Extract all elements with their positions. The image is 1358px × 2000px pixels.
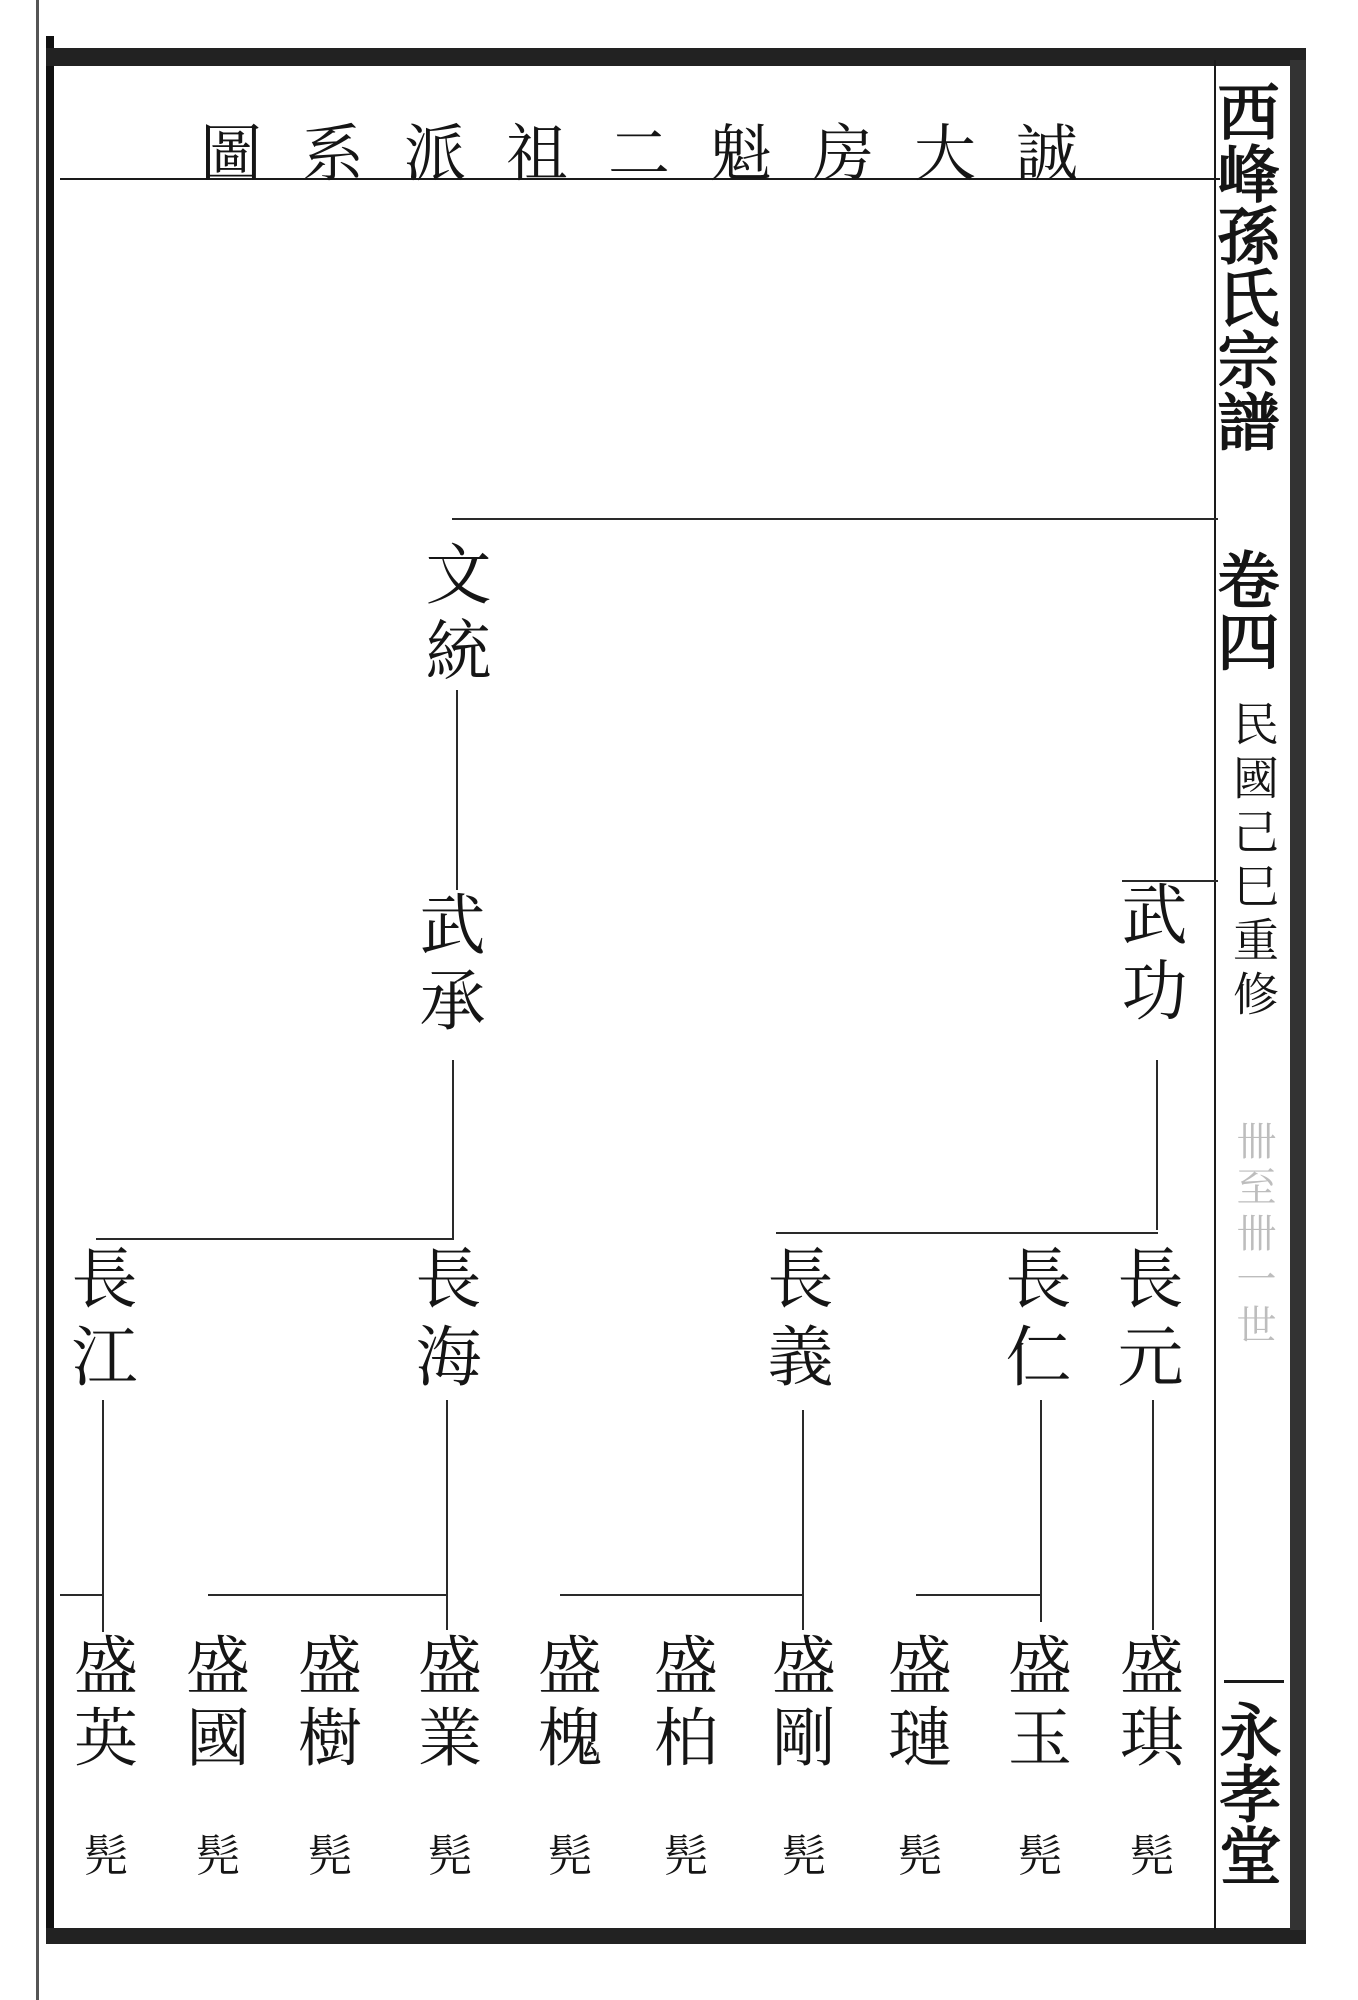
margin-divider xyxy=(1224,1680,1284,1683)
margin-edition: 民國己巳重修 xyxy=(1226,700,1280,1024)
far-left-edge xyxy=(36,0,39,2000)
changren-children-line xyxy=(916,1594,1040,1596)
link-changjiang-down xyxy=(102,1400,104,1632)
person-shengyu: 盛玉 xyxy=(997,1632,1071,1776)
person-shenggang: 盛剛 xyxy=(761,1632,835,1776)
person-wentong: 文統 xyxy=(414,540,491,692)
outer-right-strip xyxy=(1290,60,1306,1930)
margin-faded-note: 卌至卌一世 xyxy=(1230,1120,1276,1350)
person-changhai: 長海 xyxy=(404,1244,481,1400)
frame-top-border xyxy=(46,48,1306,66)
note-shengshu: 髡 xyxy=(308,1831,352,1882)
person-changyuan: 長元 xyxy=(1106,1244,1183,1400)
wugong-children-line xyxy=(776,1232,1158,1234)
person-shengbai: 盛柏 xyxy=(643,1632,717,1776)
link-changyi-down xyxy=(802,1410,804,1630)
margin-volume: 卷四 xyxy=(1207,548,1280,672)
frame-left-border xyxy=(46,36,54,1936)
margin-book-title: 西峰孫氏宗譜 xyxy=(1207,80,1280,452)
changyi-children-line xyxy=(560,1594,802,1596)
note-shengqi: 髡 xyxy=(1130,1831,1174,1882)
note-shengying: 髡 xyxy=(84,1831,128,1882)
top-branch-line xyxy=(452,518,1218,520)
margin-hall-name: 永孝堂 xyxy=(1209,1700,1282,1886)
link-wucheng-down xyxy=(452,1060,454,1240)
link-wugong-down xyxy=(1156,1060,1158,1230)
person-shengqi: 盛琪 xyxy=(1109,1632,1183,1776)
person-shengying: 盛英 xyxy=(63,1632,137,1776)
wucheng-children-line xyxy=(96,1238,454,1240)
person-shengshu: 盛樹 xyxy=(287,1632,361,1776)
frame-bottom-border xyxy=(46,1928,1306,1944)
person-wugong: 武功 xyxy=(1110,880,1187,1032)
person-changyi: 長義 xyxy=(756,1244,833,1400)
person-shengye: 盛業 xyxy=(407,1632,481,1776)
person-changren: 長仁 xyxy=(994,1244,1071,1400)
note-shengyu: 髡 xyxy=(1018,1831,1062,1882)
person-shengguo: 盛國 xyxy=(175,1632,249,1776)
page-title: 誠大房魁二祖派系圖 xyxy=(200,117,1119,190)
changjiang-children-line xyxy=(60,1594,102,1596)
person-changjiang: 長江 xyxy=(60,1244,137,1400)
person-wucheng: 武承 xyxy=(408,890,485,1042)
link-changhai-down xyxy=(446,1400,448,1630)
link-changren-down xyxy=(1040,1400,1042,1622)
person-shenglian: 盛璉 xyxy=(877,1632,951,1776)
note-shengguo: 髡 xyxy=(196,1831,240,1882)
note-shenglian: 髡 xyxy=(898,1831,942,1882)
changhai-children-line xyxy=(208,1594,446,1596)
note-shenghuai: 髡 xyxy=(548,1831,592,1882)
note-shengbai: 髡 xyxy=(664,1831,708,1882)
note-shengye: 髡 xyxy=(428,1831,472,1882)
link-changyuan-down xyxy=(1152,1400,1154,1630)
note-shenggang: 髡 xyxy=(782,1831,826,1882)
link-wentong-wucheng xyxy=(456,690,458,890)
person-shenghuai: 盛槐 xyxy=(527,1632,601,1776)
